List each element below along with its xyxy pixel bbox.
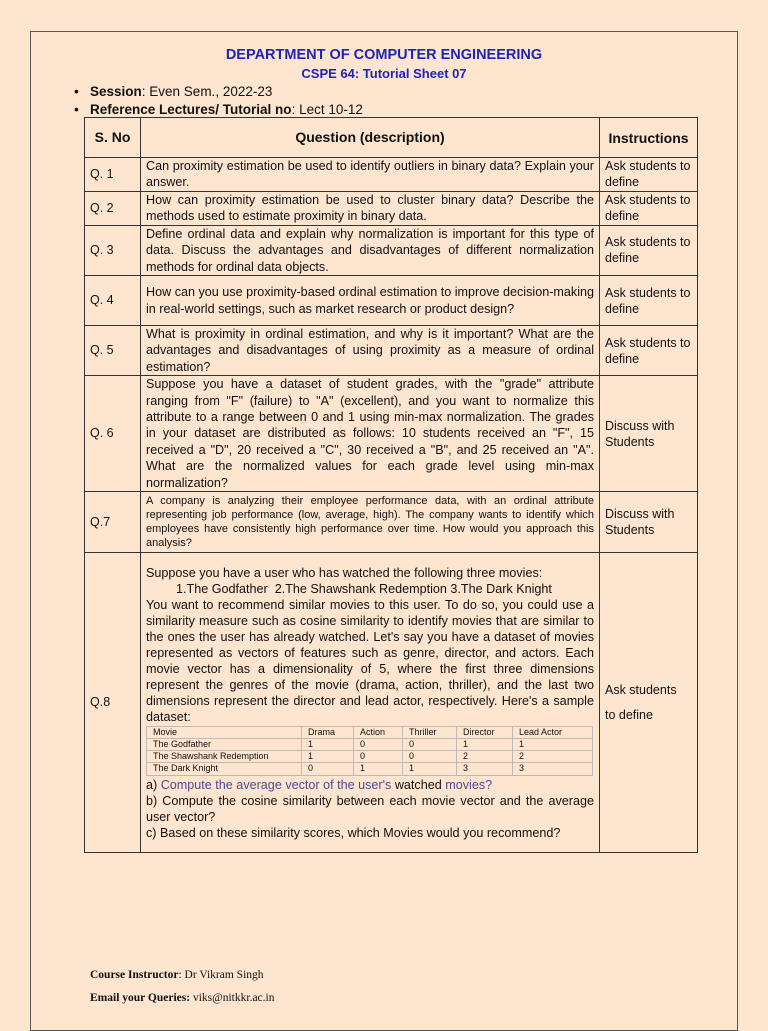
reference-line bbox=[90, 102, 363, 117]
table-row-q8 bbox=[85, 553, 698, 853]
course-instructor bbox=[90, 969, 264, 981]
dataset-cell: 1 bbox=[354, 763, 403, 775]
row-sno: Q. 1 bbox=[85, 158, 141, 192]
row-instructions: Ask students to define bbox=[600, 225, 698, 275]
table-row bbox=[85, 276, 698, 326]
department-title: DEPARTMENT OF COMPUTER ENGINEERING bbox=[225, 47, 543, 63]
dataset-cell: 1 bbox=[513, 738, 593, 750]
table-row bbox=[85, 326, 698, 376]
part-a-text: Compute the average vector of the user's bbox=[160, 777, 395, 792]
row-sno: Q. 6 bbox=[85, 376, 141, 492]
row-instructions: Ask students to define bbox=[600, 158, 698, 192]
dataset-cell: 0 bbox=[403, 751, 457, 763]
q8-instructions-line2: to define bbox=[605, 707, 653, 722]
dataset-header: Action bbox=[354, 726, 403, 738]
dataset-row bbox=[147, 763, 593, 775]
dataset-cell: 1 bbox=[457, 738, 513, 750]
q8-instructions-line1: Ask students bbox=[605, 682, 677, 697]
dataset-cell: 3 bbox=[457, 763, 513, 775]
dataset-cell: 0 bbox=[354, 738, 403, 750]
dataset-header: Thriller bbox=[403, 726, 457, 738]
session-line bbox=[90, 84, 272, 99]
instructor-value: : Dr Vikram Singh bbox=[178, 969, 264, 981]
dataset-cell: The Dark Knight bbox=[147, 763, 302, 775]
row-instructions: Ask students to define bbox=[600, 276, 698, 326]
row-question: Can proximity estimation be used to identify outliers in binary data? Explain your answer. bbox=[141, 158, 600, 192]
email-queries bbox=[90, 992, 274, 1004]
dataset-header: Lead Actor bbox=[513, 726, 593, 738]
row-sno: Q. 4 bbox=[85, 276, 141, 326]
q8-part-a bbox=[146, 777, 594, 793]
email-label: Email your Queries: bbox=[90, 992, 191, 1004]
table-row bbox=[85, 191, 698, 225]
row-instructions: Discuss with Students bbox=[600, 492, 698, 553]
row-sno: Q. 3 bbox=[85, 225, 141, 275]
dataset-cell: 0 bbox=[354, 751, 403, 763]
table-header-row bbox=[85, 118, 698, 158]
table-row bbox=[85, 225, 698, 275]
dataset-cell: The Godfather bbox=[147, 738, 302, 750]
dataset-cell: The Shawshank Redemption bbox=[147, 751, 302, 763]
part-a-end: movies? bbox=[441, 777, 493, 792]
dataset-header: Drama bbox=[302, 726, 354, 738]
q8-body: You want to recommend similar movies to this user. To do so, you could use a similarity measure such as cosine similarity to identify movies that are similar to the ones the user has already watched. Let's say you have a dataset of movies represented as vectors of features such as genre, director, and actors. Each movie vector has a dimensionality of 5, where the first three dimensions represent the genres of the movie (drama, action, thriller), and the last two dimensions represent the director and lead actor, respectively. Here's a sample dataset: bbox=[146, 597, 594, 724]
row-question: How can proximity estimation be used to cluster binary data? Describe the methods used to estimate proximity in binary data. bbox=[141, 191, 600, 225]
q8-part-b: b) Compute the cosine similarity between each movie vector and the average user vector? bbox=[146, 793, 594, 824]
row-question: How can you use proximity-based ordinal estimation to improve decision-making in real-world settings, such as market research or product design? bbox=[141, 276, 600, 326]
part-a-prefix: a) bbox=[146, 777, 161, 792]
dataset-header: Movie bbox=[147, 726, 302, 738]
header-question: Question (description) bbox=[141, 118, 600, 158]
row-instructions-q8 bbox=[600, 553, 698, 853]
dataset-cell: 0 bbox=[302, 763, 354, 775]
dataset-cell: 3 bbox=[513, 763, 593, 775]
row-instructions: Ask students to define bbox=[600, 191, 698, 225]
reference-label: Reference Lectures/ Tutorial no bbox=[90, 102, 292, 117]
session-label: Session bbox=[90, 84, 142, 99]
dataset-header: Director bbox=[457, 726, 513, 738]
row-sno: Q. 2 bbox=[85, 191, 141, 225]
row-sno: Q.7 bbox=[85, 492, 141, 553]
table-row bbox=[85, 376, 698, 492]
row-question: A company is analyzing their employee performance data, with an ordinal attribute representing job performance (low, average, high). The company wants to identify which employees have consistently high performance over time. How would you approach this analysis? bbox=[141, 492, 600, 553]
dataset-row bbox=[147, 738, 593, 750]
reference-value: : Lect 10-12 bbox=[291, 102, 363, 117]
tutorial-table bbox=[84, 117, 698, 853]
dataset-row bbox=[147, 751, 593, 763]
q8-movies-line: 1.The Godfather 2.The Shawshank Redemption 3.The Dark Knight bbox=[176, 581, 552, 596]
row-question: Suppose you have a dataset of student grades, with the "grade" attribute ranging from "F" (failure) to "A" (excellent), and you want to normalize this attribute to a range between 0 and 1 using min-max normalization. The grades in your dataset are distributed as follows: 10 students received an "F", 15 received a "D", 20 received a "C", 30 received a "B", and 25 received an "A". What are the normalized values for each grade level using min-max normalization? bbox=[141, 376, 600, 492]
sheet-title: CSPE 64: Tutorial Sheet 07 bbox=[301, 66, 467, 81]
row-question-q8 bbox=[141, 553, 600, 853]
row-question: Define ordinal data and explain why normalization is important for this type of data. Discuss the advantages and disadvantages of different normalization methods for ordinal data objects. bbox=[141, 225, 600, 275]
instructor-label: Course Instructor bbox=[90, 969, 179, 981]
email-value: viks@nitkkr.ac.in bbox=[190, 992, 275, 1004]
table-row bbox=[85, 158, 698, 192]
dataset-cell: 2 bbox=[513, 751, 593, 763]
row-sno: Q.8 bbox=[85, 553, 141, 853]
dataset-cell: 1 bbox=[302, 751, 354, 763]
table-row bbox=[85, 492, 698, 553]
row-sno: Q. 5 bbox=[85, 326, 141, 376]
row-question: What is proximity in ordinal estimation, and why is it important? What are the advantages and disadvantages of using proximity as a measure of ordinal estimation? bbox=[141, 326, 600, 376]
dataset-cell: 1 bbox=[403, 763, 457, 775]
dataset-header-row bbox=[147, 726, 593, 738]
dataset-cell: 1 bbox=[302, 738, 354, 750]
dataset-cell: 0 bbox=[403, 738, 457, 750]
header-sno: S. No bbox=[85, 118, 141, 158]
row-instructions: Discuss with Students bbox=[600, 376, 698, 492]
q8-intro: Suppose you have a user who has watched the following three movies: bbox=[146, 565, 543, 580]
part-a-word: watched bbox=[394, 777, 442, 792]
header-instructions: Instructions bbox=[600, 118, 698, 158]
session-value: : Even Sem., 2022-23 bbox=[141, 84, 273, 99]
q8-part-c: c) Based on these similarity scores, which Movies would you recommend? bbox=[146, 825, 561, 840]
row-instructions: Ask students to define bbox=[600, 326, 698, 376]
movie-dataset-table bbox=[146, 726, 593, 776]
dataset-cell: 2 bbox=[457, 751, 513, 763]
